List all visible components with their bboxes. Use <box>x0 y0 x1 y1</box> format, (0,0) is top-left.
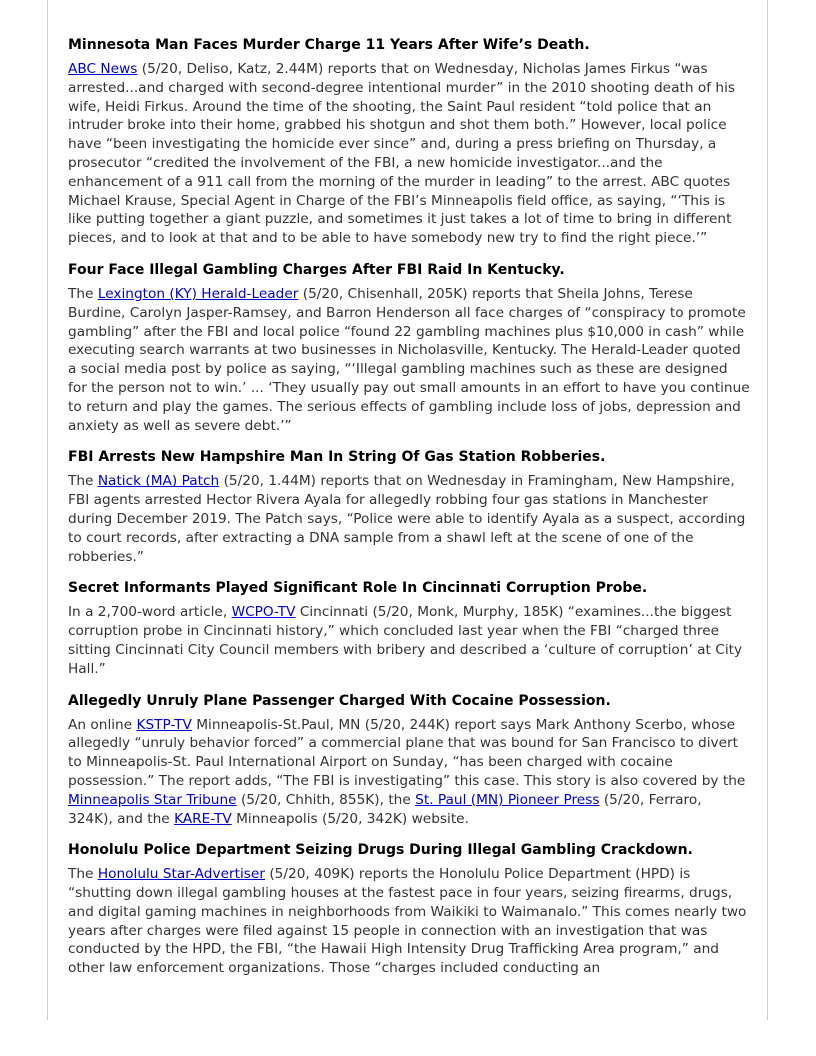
article-headline: Four Face Illegal Gambling Charges After FBI Raid In Kentucky. <box>68 261 565 278</box>
article-text: Cincinnati (5/20, Monk, Murphy, 185K) “examines...the biggest corruption probe in Cincinnati history,” which concluded last year when the FBI “charged three sitting Cincinnati City Council members with bribery and described a ‘culture of corruption’ at City Hall.” <box>68 604 743 677</box>
article-body <box>68 60 750 248</box>
article-text: (5/20, 409K) reports the Honolulu Police Department (HPD) is “shutting down illegal gambling houses at the fastest pace in four years, seizing firearms, drugs, and digital gaming machines in neighborhoods from Waikiki to Waimanalo.” This comes nearly two years after charges were filed against 15 people in connection with an investigation that was conducted by the HPD, the FBI, “the Hawaii High Intensity Drug Trafficking Area program,” and other law enforcement organizations. Those “charges included conducting an <box>68 866 747 977</box>
article-headline: Allegedly Unruly Plane Passenger Charged With Cocaine Possession. <box>68 692 611 709</box>
article-body <box>68 472 750 566</box>
news-digest <box>68 36 750 991</box>
article-text: (5/20, Chisenhall, 205K) reports that Sheila Johns, Terese Burdine, Carolyn Jasper-Ramsey, and Barron Henderson all face charges of “conspiracy to promote gambling” after the FBI and local police “found 22 gambling machines plus $10,000 in cash” while executing search warrants at two businesses in Nicholasville, Kentucky. The Herald-Leader quoted a social media post by police as saying, “‘Illegal gambling machines such as these are designed for the person not to win.’ ... ‘They usually pay out small amounts in an effort to have you continue to return and play the games. The serious effects of gambling include loss of jobs, depression and anxiety as well as severe debt.’” <box>68 285 750 434</box>
article-text: In a 2,700-word article, <box>68 604 232 621</box>
source-link-herald-leader[interactable]: Lexington (KY) Herald-Leader <box>97 285 299 302</box>
article-body <box>68 285 750 435</box>
article <box>68 261 750 435</box>
source-link-kare-tv[interactable]: KARE-TV <box>174 810 232 827</box>
article <box>68 36 750 248</box>
source-link-kstp-tv[interactable]: KSTP-TV <box>136 716 192 733</box>
article-text: (5/20, Chhith, 855K), the <box>236 791 416 808</box>
source-link-pioneer-press[interactable]: St. Paul (MN) Pioneer Press <box>415 791 600 808</box>
source-link-abc-news[interactable]: ABC News <box>68 61 138 77</box>
article-text: The <box>68 285 98 302</box>
source-link-star-advertiser[interactable]: Honolulu Star-Advertiser <box>97 866 265 883</box>
document-page <box>47 0 768 1020</box>
article-text: Minneapolis (5/20, 342K) website. <box>231 810 469 827</box>
article-headline: Minnesota Man Faces Murder Charge 11 Years After Wife’s Death. <box>68 37 590 53</box>
article-body <box>68 603 750 678</box>
article <box>68 841 750 978</box>
article-body <box>68 865 750 978</box>
article <box>68 692 750 829</box>
article-text: Minneapolis-St.Paul, MN (5/20, 244K) report says Mark Anthony Scerbo, whose allegedly “unruly behavior forced” a commercial plane that was bound for San Francisco to divert to Minneapolis-St. Paul International Airport on Sunday, “has been charged with cocaine possession.” The report adds, “The FBI is investigating” this case. This story is also covered by the <box>68 716 746 789</box>
source-link-wcpo-tv[interactable]: WCPO-TV <box>231 604 296 621</box>
article-text: (5/20, 1.44M) reports that on Wednesday in Framingham, New Hampshire, FBI agents arrested Hector Rivera Ayala for allegedly robbing four gas stations in Manchester during December 2019. The Patch says, “Police were able to identify Ayala as a suspect, according to court records, after extracting a DNA sample from a shawl left at the scene of one of the robberies.” <box>68 473 746 565</box>
article-text: An online <box>68 716 137 733</box>
article-headline: Honolulu Police Department Seizing Drugs During Illegal Gambling Crackdown. <box>68 842 693 859</box>
article-text: The <box>68 473 98 490</box>
article <box>68 448 750 566</box>
source-link-star-tribune[interactable]: Minneapolis Star Tribune <box>68 791 237 808</box>
article-text: (5/20, Ferraro, 324K), and the <box>68 791 702 827</box>
article-headline: Secret Informants Played Significant Role In Cincinnati Corruption Probe. <box>68 580 648 597</box>
source-link-natick-patch[interactable]: Natick (MA) Patch <box>97 473 220 490</box>
article <box>68 579 750 678</box>
article-text: (5/20, Deliso, Katz, 2.44M) reports that on Wednesday, Nicholas James Firkus “was arrested...and charged with second-degree intentional murder” in the 2010 shooting death of his wife, Heidi Firkus. Around the time of the shooting, the Saint Paul resident “told police that an intruder broke into their home, grabbed his shotgun and shot them both.” However, local police have “been investigating the homicide ever since” and, during a press briefing on Thursday, a prosecutor “credited the involvement of the FBI, a new homicide investigator...and the enhancement of a 911 call from the morning of the murder in leading” to the arrest. ABC quotes Michael Krause, Special Agent in Charge of the FBI’s Minneapolis field office, as saying, “‘This is like putting together a giant puzzle, and sometimes it just takes a lot of time to bring in different pieces, and to look at that and to be able to have somebody new try to find the right piece.’” <box>68 61 736 247</box>
article-text: The <box>68 866 98 883</box>
article-headline: FBI Arrests New Hampshire Man In String Of Gas Station Robberies. <box>68 449 606 466</box>
article-body <box>68 716 750 829</box>
